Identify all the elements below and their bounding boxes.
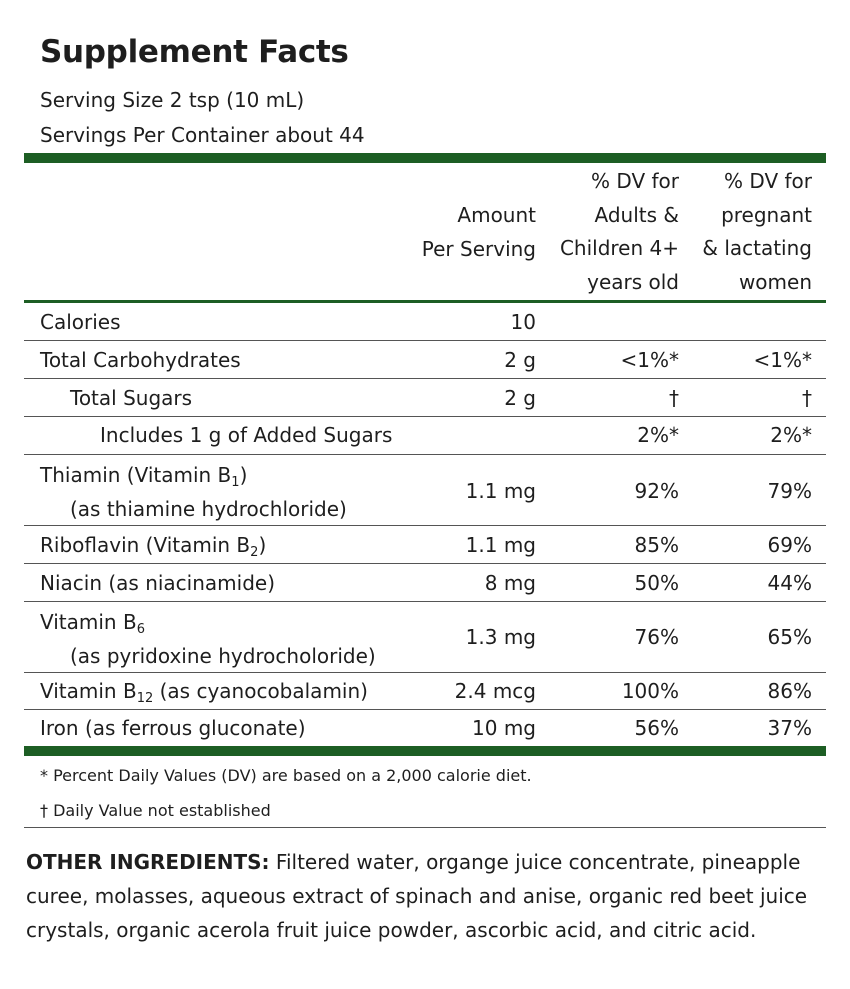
table-row-vitamin-b6 <box>24 602 826 673</box>
nutrient-name-text: ) <box>258 533 267 557</box>
nutrient-amount: 8 mg <box>484 571 536 595</box>
nutrient-dv-adults: <1%* <box>620 348 679 372</box>
table-row-sugars <box>24 379 826 417</box>
nutrient-name: Total Sugars <box>70 386 193 410</box>
nutrient-name <box>40 605 376 673</box>
footnote-daily-values: * Percent Daily Values (DV) are based on a 2,000 calorie diet. <box>40 766 532 785</box>
nutrient-dv-adults: 92% <box>634 479 679 503</box>
nutrient-name: Total Carbohydrates <box>40 348 241 372</box>
nutrient-name-text: (as cyanocobalamin) <box>153 679 368 703</box>
nutrient-name: Includes 1 g of Added Sugars <box>100 423 393 447</box>
header-amount-line: Per Serving <box>421 236 536 261</box>
table-row-carbohydrates <box>24 341 826 379</box>
nutrient-dv-adults: 56% <box>634 716 679 740</box>
nutrient-amount: 1.1 mg <box>465 479 536 503</box>
nutrient-name-line1 <box>40 458 347 492</box>
thick-divider-bottom <box>24 746 826 756</box>
nutrient-name: Niacin (as niacinamide) <box>40 571 276 595</box>
nutrient-subscript: 2 <box>250 545 259 560</box>
table-row-riboflavin <box>24 526 826 564</box>
table-row-added-sugars <box>24 417 826 455</box>
header-amount <box>356 199 536 266</box>
nutrient-amount: 1.1 mg <box>465 533 536 557</box>
nutrient-name-line2: (as pyridoxine hydrocholoride) <box>70 644 376 668</box>
table-row-vitamin-b12 <box>24 673 826 710</box>
nutrient-name: Iron (as ferrous gluconate) <box>40 716 306 740</box>
nutrient-name-text: Vitamin B <box>40 679 137 703</box>
nutrient-name <box>40 458 347 526</box>
nutrient-name-text: Vitamin B <box>40 610 137 634</box>
nutrient-dv-pregnant: <1%* <box>753 348 812 372</box>
nutrient-amount: 2 g <box>504 348 536 372</box>
nutrient-subscript: 12 <box>136 691 154 706</box>
table-row-calories <box>24 303 826 341</box>
nutrient-amount: 2 g <box>504 386 536 410</box>
nutrient-amount: 1.3 mg <box>465 625 536 649</box>
nutrient-subscript: 1 <box>231 475 240 490</box>
nutrient-name: Calories <box>40 310 121 334</box>
table-row-niacin <box>24 564 826 602</box>
nutrient-dv-pregnant: 65% <box>767 625 812 649</box>
nutrient-dv-adults: 50% <box>634 571 679 595</box>
other-ingredients <box>26 845 826 947</box>
nutrient-name-text: Thiamin (Vitamin B <box>40 463 232 487</box>
header-dv-pregnant-line: & lactating <box>702 236 812 260</box>
header-dv-adults <box>539 165 679 299</box>
nutrient-name-line2: (as thiamine hydrochloride) <box>70 497 347 521</box>
nutrient-dv-adults: 85% <box>634 533 679 557</box>
nutrient-dv-adults: 100% <box>621 679 679 703</box>
footnote-dagger: † Daily Value not established <box>40 801 271 820</box>
header-dv-adults-line: years old <box>587 269 679 294</box>
thick-divider-top <box>24 153 826 163</box>
table-row-thiamin <box>24 455 826 526</box>
nutrient-name <box>40 679 368 706</box>
nutrient-subscript: 6 <box>136 622 145 637</box>
table-row-iron <box>24 710 826 746</box>
header-dv-adults-line: Children 4+ <box>559 236 679 260</box>
nutrient-dv-pregnant: 44% <box>767 571 812 595</box>
servings-per-container: Servings Per Container about 44 <box>40 123 365 147</box>
header-dv-pregnant <box>672 165 812 299</box>
nutrient-amount: 2.4 mcg <box>454 679 536 703</box>
nutrient-amount: 10 <box>510 310 536 334</box>
nutrient-amount: 10 mg <box>472 716 536 740</box>
footnote-divider <box>24 827 826 828</box>
other-ingredients-text: Filtered water, organge juice concentrate, pineapple curee, molasses, aqueous extract of spinach and anise, organic red beet juice crystals, organic acerola fruit juice powder, ascorbic acid, and citric acid. <box>26 850 808 942</box>
nutrient-dv-adults: 76% <box>634 625 679 649</box>
panel-title: Supplement Facts <box>40 34 349 70</box>
nutrient-dv-pregnant: 86% <box>767 679 812 703</box>
header-dv-adults-line: Adults & <box>594 202 679 227</box>
nutrient-dv-pregnant: 69% <box>767 533 812 557</box>
header-dv-pregnant-line: pregnant <box>721 202 812 227</box>
nutrient-dv-adults: 2%* <box>637 423 679 447</box>
serving-size: Serving Size 2 tsp (10 mL) <box>40 88 305 112</box>
header-amount-line: Amount <box>457 203 536 227</box>
nutrient-dv-pregnant: 2%* <box>770 423 812 447</box>
nutrient-name-text: ) <box>239 463 248 487</box>
nutrient-name-line1 <box>40 605 376 639</box>
other-ingredients-label: OTHER INGREDIENTS: <box>26 850 270 874</box>
nutrient-dv-pregnant: 37% <box>767 716 812 740</box>
nutrient-dv-pregnant: † <box>802 386 812 410</box>
nutrient-name <box>40 533 267 560</box>
nutrient-name-text: Riboflavin (Vitamin B <box>40 533 251 557</box>
header-dv-pregnant-line: % DV for <box>724 169 812 193</box>
nutrient-dv-pregnant: 79% <box>767 479 812 503</box>
header-dv-pregnant-line: women <box>738 269 812 294</box>
nutrient-dv-adults: † <box>669 386 679 410</box>
header-dv-adults-line: % DV for <box>591 169 679 193</box>
